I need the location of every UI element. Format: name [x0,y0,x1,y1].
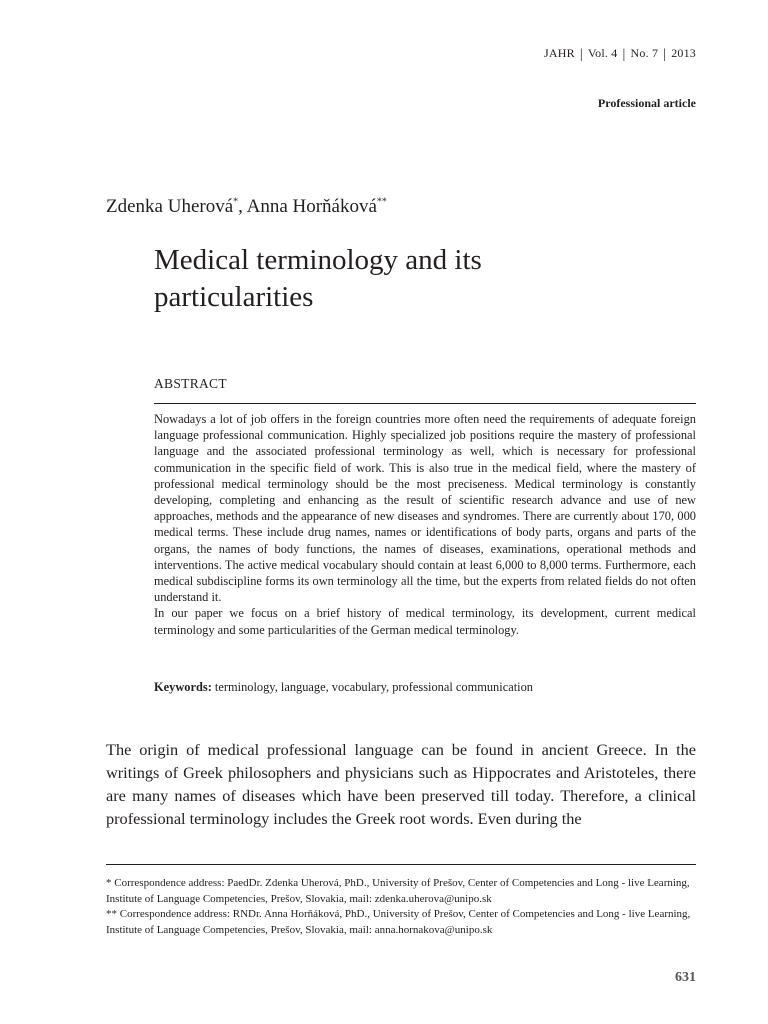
journal-number: No. 7 [630,46,659,60]
journal-volume: Vol. 4 [587,46,618,60]
abstract-heading: ABSTRACT [154,376,227,391]
author-name: Anna Horňáková [246,196,377,217]
header-separator: | [579,47,583,62]
journal-year: 2013 [671,46,696,60]
author-separator: , [238,196,247,217]
header-separator: | [622,47,626,62]
header-separator: | [663,47,667,62]
article-type: Professional article [597,96,696,110]
footnote-marker: ** [376,196,387,208]
journal-header [544,46,696,62]
journal-name: JAHR [544,46,575,60]
abstract-paragraph: In our paper we focus on a brief history of medical terminology, its development, current medical terminology and some particularities of the German medical terminology. [154,606,696,637]
keywords [154,680,696,695]
page-number: 631 [675,970,696,985]
abstract-body [154,411,696,638]
abstract-paragraph: Nowadays a lot of job offers in the foreign countries more often need the requirements of adequate foreign language professional communication. Highly specialized job positions require the mastery of professional language and the associated professional terminology as well, which is necessary for professional communication in the specific field of work. This is also true in the medical field, where the mastery of professional medical terminology should be the most preciseness. Medical terminology is constantly developing, completing and enhancing as the result of scientific research advance and use of new approaches, methods and the appearance of new diseases and syndromes. There are currently about 170, 000 medical terms. These include drug names, names or identifications of body parts, organs and parts of the organs, the names of body functions, the names of diseases, examinations, operational methods and interventions. The active medical vocabulary should contain at least 6,000 to 8,000 terms. Furthermore, each medical subdiscipline forms its own terminology all the time, but the experts from related fields do not often understand it. [154,412,696,605]
footnote: ** Correspondence address: RNDr. Anna Horňáková, PhD., University of Prešov, Center of Competencies and Long - live Learning, Institute of Language Competencies, Prešov, Slovakia, mail: anna.hornakova@unipo.sk [106,908,691,936]
footnote-marker: * [233,196,239,208]
footnote-divider [106,864,696,865]
keywords-label: Keywords: [154,680,212,694]
footnote: * Correspondence address: PaedDr. Zdenka Uherová, PhD., University of Prešov, Center of Competencies and Long - live Learning, Institute of Language Competencies, Prešov, Slovakia, mail: zdenka.uherova@unipo.sk [106,877,690,905]
author-name: Zdenka Uherová [106,196,234,217]
article-title: Medical terminology and its particularities [154,244,482,313]
body-paragraph: The origin of medical professional language can be found in ancient Greece. In the writings of Greek philosophers and physicians such as Hippocrates and Aristoteles, there are many names of diseases which have been preserved till today. Therefore, a clinical professional terminology includes the Greek root words. Even during the [106,740,696,828]
footnotes [106,876,698,938]
abstract-divider [154,403,696,404]
keywords-list: terminology, language, vocabulary, professional communication [211,680,533,694]
author-line [106,196,387,218]
